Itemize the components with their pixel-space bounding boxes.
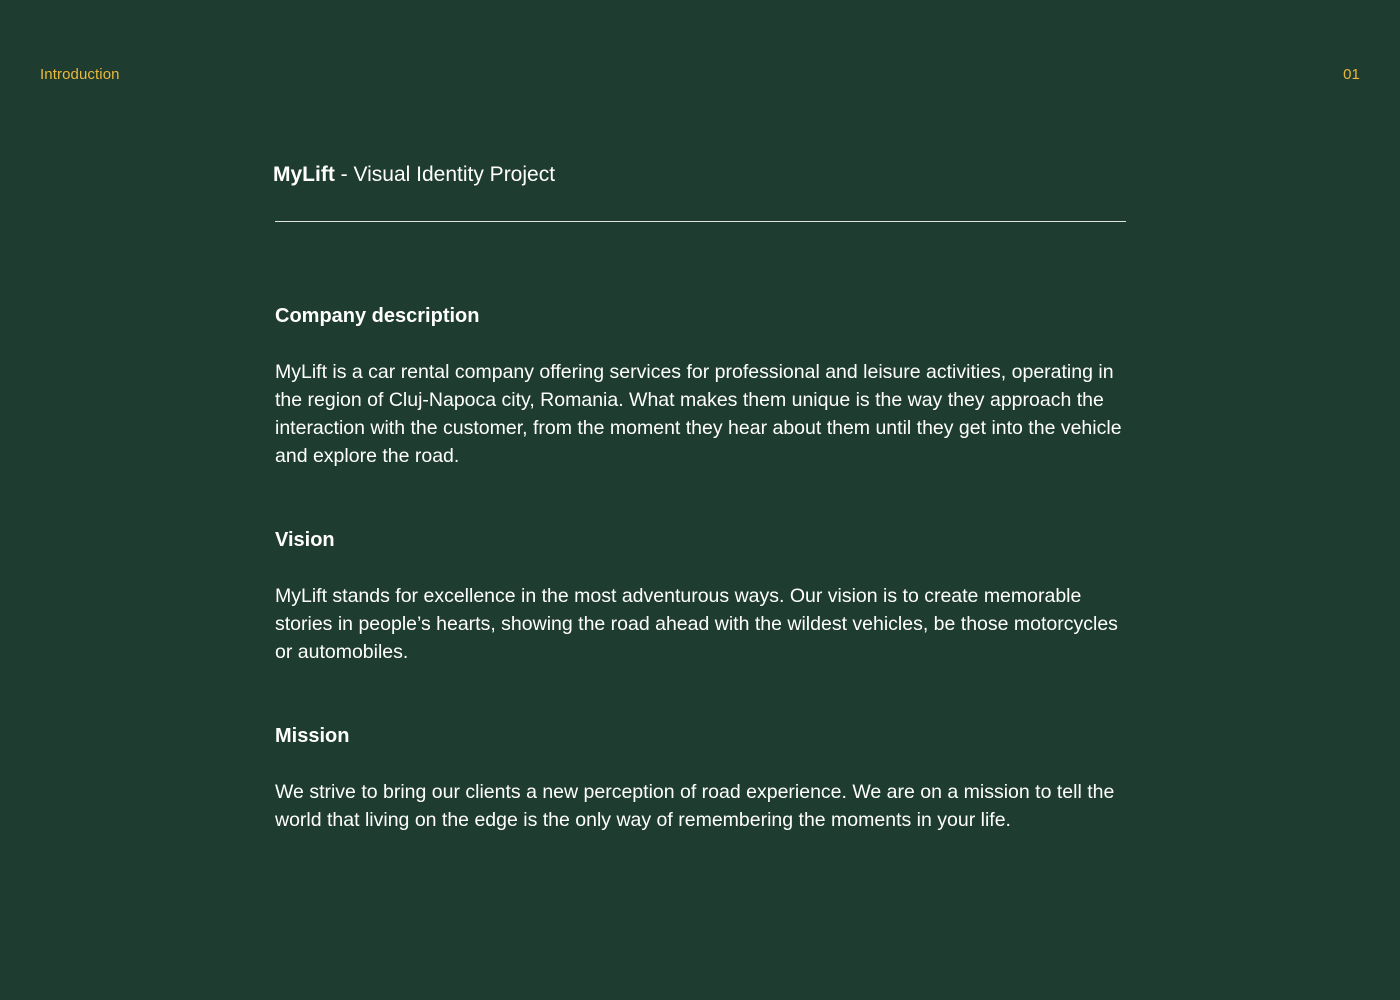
vision-text: MyLift stands for excellence in the most adventurous ways. Our vision is to create memorable stories in people’s hearts, showing the road ahead with the wildest vehicles, be those motorcycles or automobiles. (275, 585, 1118, 663)
document-title (273, 160, 1126, 190)
title-divider (275, 221, 1126, 222)
brand-name: MyLift (273, 163, 335, 186)
mission-text: We strive to bring our clients a new perception of road experience. We are on a mission to tell the world that living on the edge is the only way of remembering the moments in your life. (275, 781, 1115, 831)
company-description-heading: Company description (275, 305, 480, 327)
main-content (275, 160, 1126, 834)
page-number: 01 (1343, 66, 1360, 83)
section-label: Introduction (40, 66, 120, 83)
vision-heading: Vision (275, 529, 335, 551)
company-description-text: MyLift is a car rental company offering services for professional and leisure activities, operating in the region of Cluj-Napoca city, Romania. What makes them unique is the way they approach the interaction with the customer, from the moment they hear about them until they get into the vehicle and explore the road. (275, 361, 1122, 467)
mission-heading: Mission (275, 725, 350, 747)
title-subtitle: - Visual Identity Project (334, 163, 556, 186)
